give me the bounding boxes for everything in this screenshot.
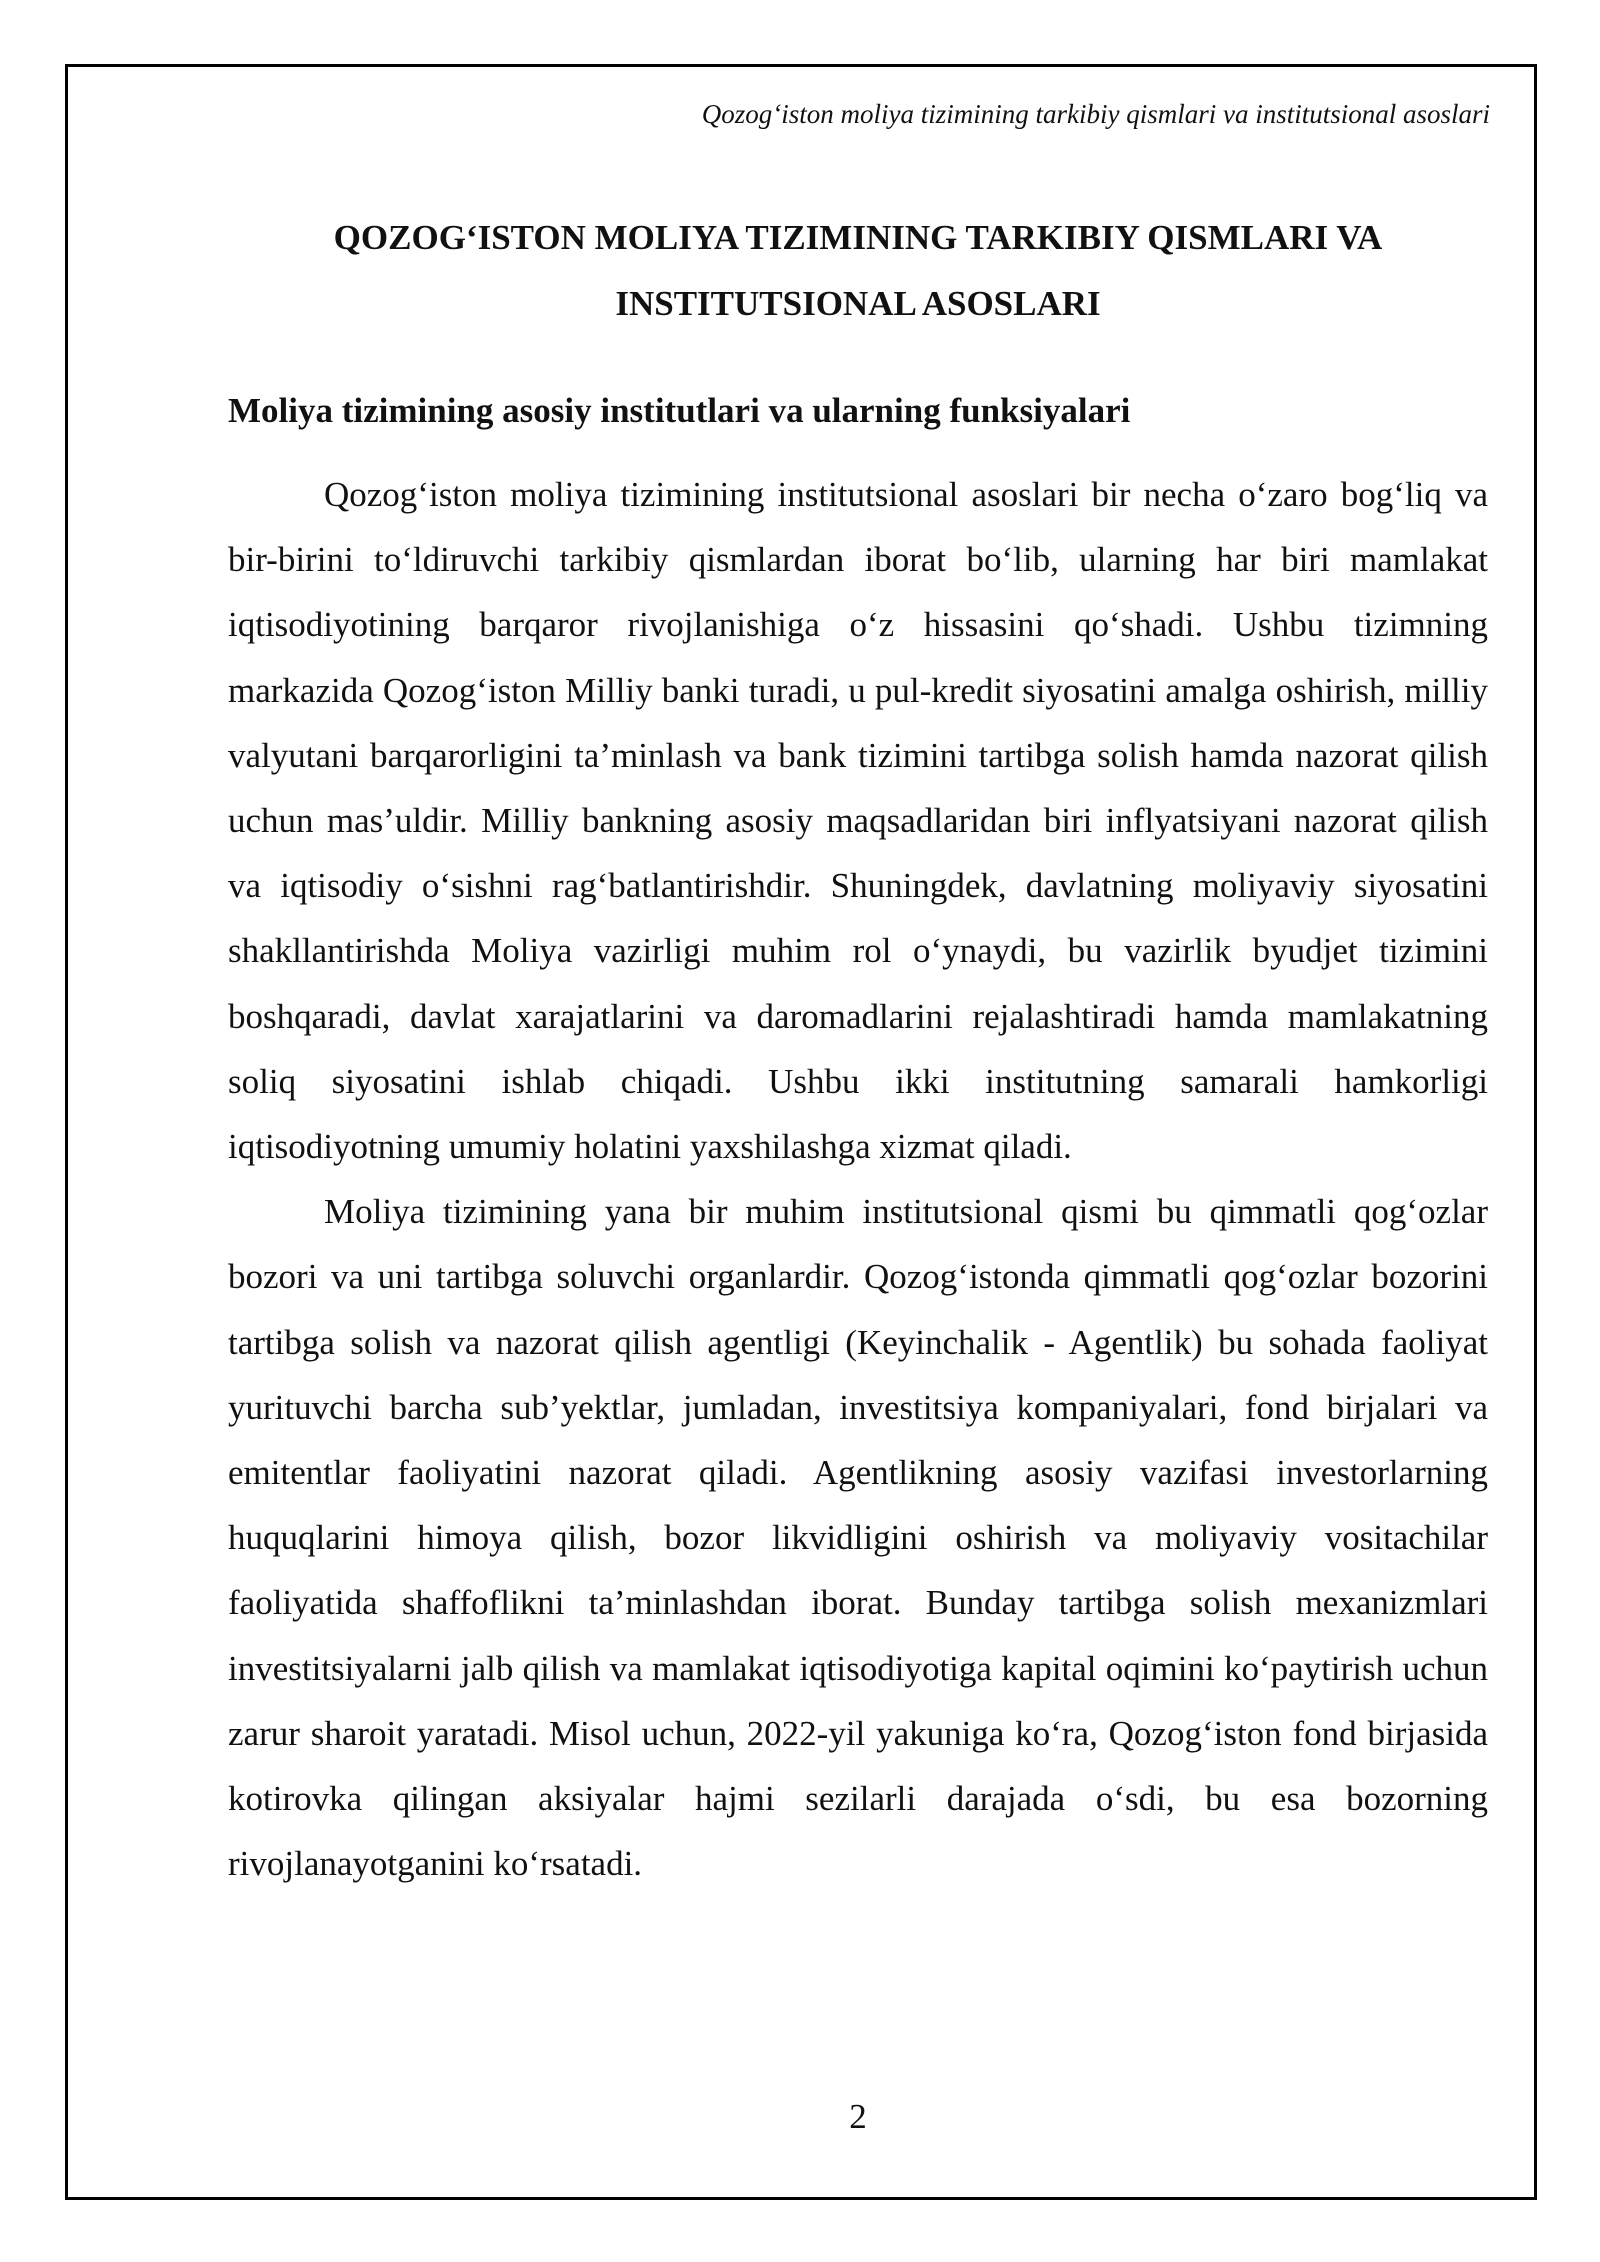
paragraph-2: Moliya tizimining yana bir muhim institutsional qismi bu qimmatli qog‘ozlar bozori va uni tartibga soluvchi organlardir. Qozog‘istonda qimmatli qog‘ozlar bozorini tartibga solish va nazorat qilish agentligi (Keyinchalik - Agentlik) bu sohada faoliyat yurituvchi barcha sub’yektlar, jumladan, investitsiya kompaniyalari, fond birjalari va emitentlar faoliyatini nazorat qiladi. Agentlikning asosiy vazifasi investorlarning huquqlarini himoya qilish, bozor likvidligini oshirish va moliyaviy vositachilar faoliyatida shaffoflikni ta’minlashdan iborat. Bunday tartibga solish mexanizmlari investitsiyalarni jalb qilish va mamlakat iqtisodiyotiga kapital oqimini ko‘paytirish uchun zarur sharoit yaratadi. Misol uchun, 2022-yil yakuniga ko‘ra, Qozog‘iston fond birjasida kotirovka qilingan aksiyalar hajmi sezilarli darajada o‘sdi, bu esa bozorning rivojlanayotganini ko‘rsatadi.: [228, 1192, 1488, 1884]
document-title-line-1: QOZOG‘ISTON MOLIYA TIZIMINING TARKIBIY QISMLARI VA: [333, 218, 1383, 257]
section-heading: Moliya tizimining asosiy institutlari va ularning funksiyalari: [228, 391, 1131, 430]
page-number: 2: [849, 2097, 867, 2136]
document-title-line-2: INSTITUTSIONAL ASOSLARI: [615, 284, 1101, 323]
document-title: [228, 205, 1488, 337]
running-header: Qozog‘iston moliya tizimining tarkibiy qismlari va institutsional asoslari: [701, 99, 1490, 129]
body-text: [228, 462, 1488, 1896]
paragraph-1: Qozog‘iston moliya tizimining institutsional asoslari bir necha o‘zaro bog‘liq va bir-birini to‘ldiruvchi tarkibiy qismlardan iborat bo‘lib, ularning har biri mamlakat iqtisodiyotining barqaror rivojlanishiga o‘z hissasini qo‘shadi. Ushbu tizimning markazida Qozog‘iston Milliy banki turadi, u pul-kredit siyosatini amalga oshirish, milliy valyutani barqarorligini ta’minlash va bank tizimini tartibga solish hamda nazorat qilish uchun mas’uldir. Milliy bankning asosiy maqsadlaridan biri inflyatsiyani nazorat qilish va iqtisodiy o‘sishni rag‘batlantirishdir. Shuningdek, davlatning moliyaviy siyosatini shakllantirishda Moliya vazirligi muhim rol o‘ynaydi, bu vazirlik byudjet tizimini boshqaradi, davlat xarajatlarini va daromadlarini rejalashtiradi hamda mamlakatning soliq siyosatini ishlab chiqadi. Ushbu ikki institutning samarali hamkorligi iqtisodiyotning umumiy holatini yaxshilashga xizmat qiladi.: [228, 475, 1488, 1167]
